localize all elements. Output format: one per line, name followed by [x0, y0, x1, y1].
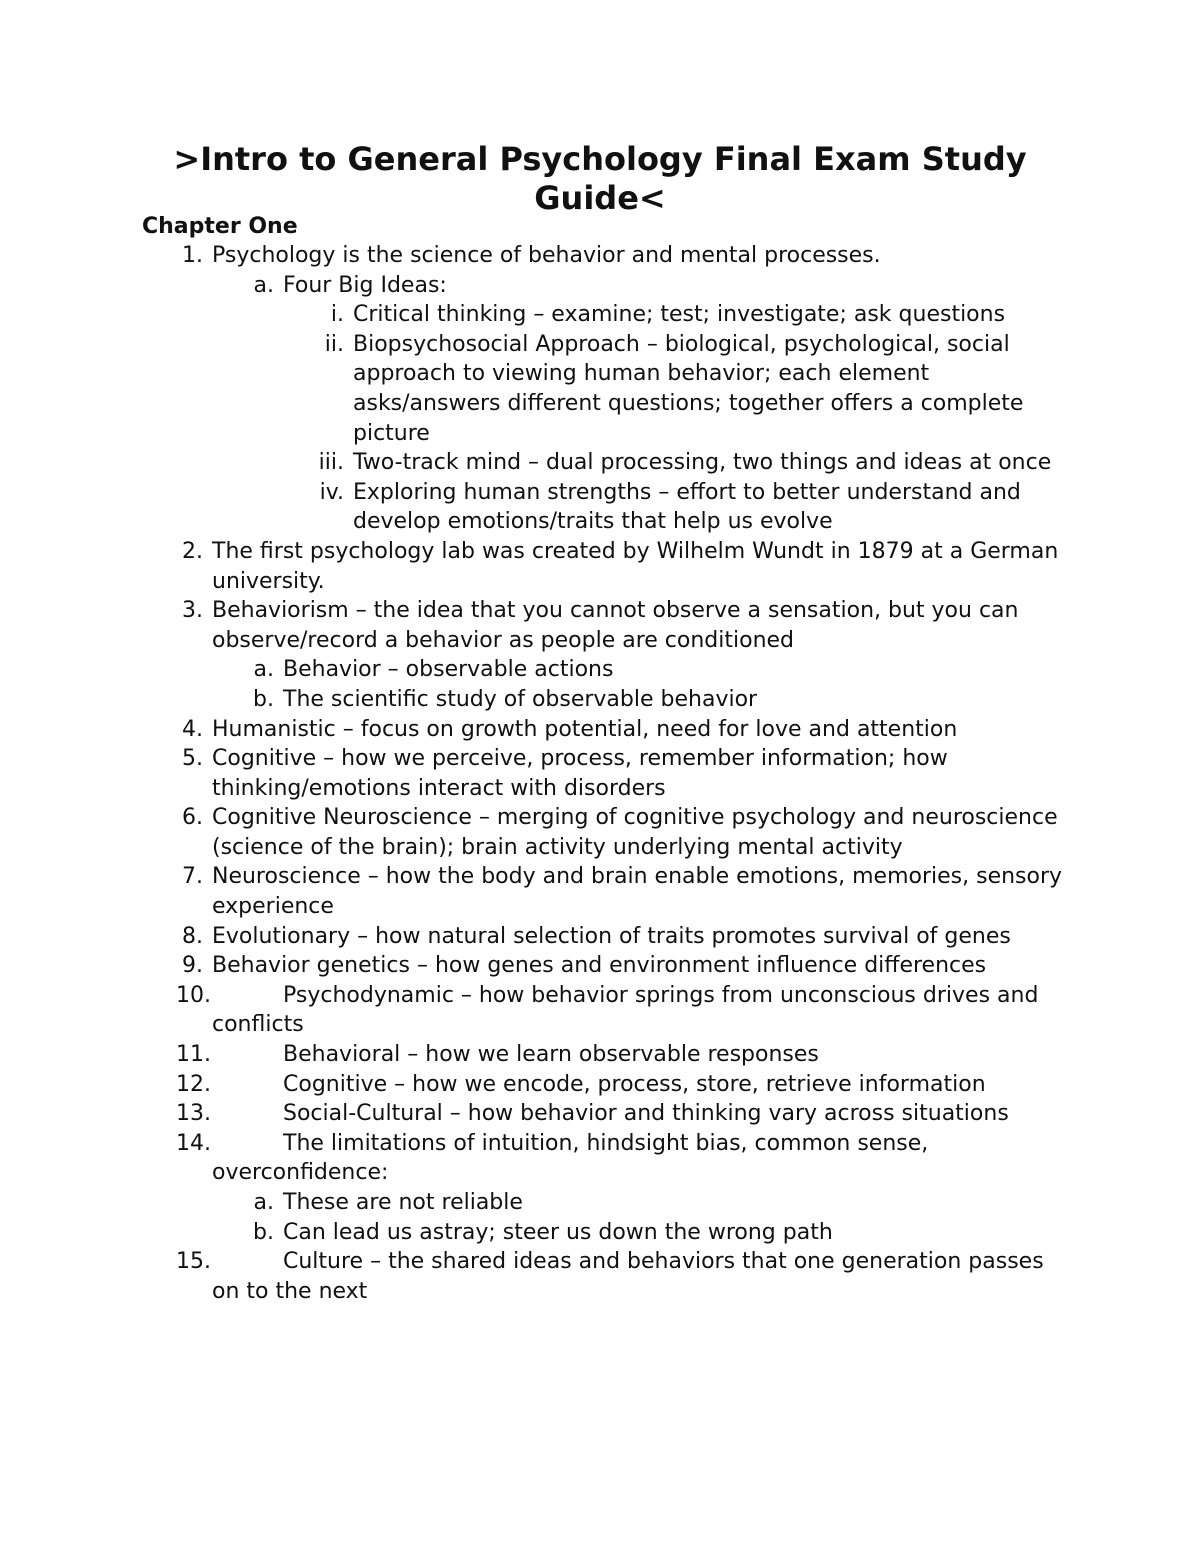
list-marker: a.	[253, 657, 274, 683]
list-item	[0, 1070, 1200, 1100]
list-item-text: Cognitive – how we perceive, process, remember information; how thinking/emotions interact with disorders	[212, 746, 948, 801]
list-item-text: Psychology is the science of behavior and mental processes.	[212, 243, 881, 268]
list-item-text: Humanistic – focus on growth potential, need for love and attention	[212, 716, 958, 742]
list-item	[0, 271, 1200, 301]
list-item	[0, 951, 1200, 981]
page-title: >Intro to General Psychology Final Exam Study Guide<	[173, 140, 1027, 217]
list-item-text: Behavioral – how we learn observable responses	[283, 1042, 819, 1068]
list-item-text: Behaviorism – the idea that you cannot observe a sensation, but you can observe/record a behavior as people are conditioned	[212, 598, 1019, 653]
list-item-text: Can lead us astray; steer us down the wrong path	[283, 1219, 833, 1245]
list-item-text: Psychodynamic – how behavior springs from unconscious drives and conflicts	[212, 982, 1039, 1038]
list-item-text: Behavior – observable actions	[283, 657, 614, 683]
list-item	[0, 537, 1200, 596]
list-item	[0, 685, 1200, 715]
list-marker: iv.	[319, 479, 344, 505]
list-marker: 2.	[182, 538, 203, 564]
list-item-text: The first psychology lab was created by Wilhelm Wundt in 1879 at a German university.	[212, 538, 1059, 594]
list-item	[0, 241, 1200, 271]
list-item-text: Exploring human strengths – effort to better understand and develop emotions/traits that help us evolve	[353, 479, 1021, 535]
list-item	[0, 744, 1200, 803]
list-item	[0, 1099, 1200, 1129]
list-item-text: Social-Cultural – how behavior and thinking vary across situations	[283, 1101, 1009, 1127]
list-marker: b.	[253, 1219, 274, 1245]
list-item	[0, 715, 1200, 745]
list-item-text: Critical thinking – examine; test; investigate; ask questions	[353, 302, 1006, 328]
list-item-text: Culture – the shared ideas and behaviors that one generation passes on to the next	[212, 1249, 1044, 1304]
outline-list	[0, 241, 1200, 1306]
list-marker: 5.	[182, 746, 203, 772]
list-marker: 4.	[182, 716, 203, 742]
list-item-text: Two-track mind – dual processing, two things and ideas at once	[353, 450, 1052, 476]
list-marker: a.	[253, 1190, 274, 1215]
list-marker: a.	[253, 272, 274, 298]
list-item	[0, 981, 1200, 1040]
list-marker: i.	[330, 302, 344, 328]
list-marker: 6.	[182, 805, 203, 831]
list-item	[0, 1129, 1200, 1188]
list-marker: 8.	[182, 923, 203, 949]
list-item	[0, 922, 1200, 952]
list-item	[0, 478, 1200, 537]
list-marker: 7.	[182, 864, 203, 890]
list-item	[0, 330, 1200, 448]
list-item	[0, 596, 1200, 655]
list-item-text: The scientific study of observable behavior	[283, 686, 758, 712]
list-marker: ii.	[324, 331, 344, 357]
list-item	[0, 862, 1200, 921]
list-marker: 10.	[176, 982, 211, 1008]
list-item-text: Biopsychosocial Approach – biological, psychological, social approach to viewing human behavior; each element asks/answers different questions; together offers a complete picture	[353, 331, 1024, 446]
list-item	[0, 300, 1200, 330]
list-item	[0, 655, 1200, 685]
list-item-text: Behavior genetics – how genes and environment influence differences	[212, 953, 987, 979]
list-marker: 12.	[176, 1071, 211, 1097]
chapter-heading: Chapter One	[142, 214, 298, 239]
list-item	[0, 1188, 1200, 1218]
list-item	[0, 803, 1200, 862]
list-item	[0, 448, 1200, 478]
list-item	[0, 1040, 1200, 1070]
list-marker: 13.	[176, 1101, 211, 1127]
list-item-text: Cognitive – how we encode, process, store, retrieve information	[283, 1071, 986, 1097]
list-marker: 11.	[176, 1042, 211, 1068]
list-item-text: Evolutionary – how natural selection of traits promotes survival of genes	[212, 923, 1011, 949]
list-item	[0, 1247, 1200, 1306]
list-item-text: The limitations of intuition, hindsight bias, common sense, overconfidence:	[212, 1130, 929, 1186]
list-item-text: Neuroscience – how the body and brain enable emotions, memories, sensory experience	[212, 864, 1063, 920]
list-marker: 9.	[182, 953, 203, 979]
list-marker: 15.	[176, 1249, 211, 1275]
list-marker: b.	[253, 686, 274, 712]
list-item-text: Cognitive Neuroscience – merging of cognitive psychology and neuroscience (science of the brain); brain activity underlying mental activity	[212, 805, 1058, 860]
list-item	[0, 1218, 1200, 1248]
list-marker: iii.	[318, 450, 344, 476]
list-marker: 14.	[176, 1130, 211, 1156]
list-marker: 1.	[182, 243, 203, 268]
list-item-text: Four Big Ideas:	[283, 272, 447, 298]
list-item-text: These are not reliable	[283, 1190, 523, 1215]
list-marker: 3.	[182, 598, 203, 624]
